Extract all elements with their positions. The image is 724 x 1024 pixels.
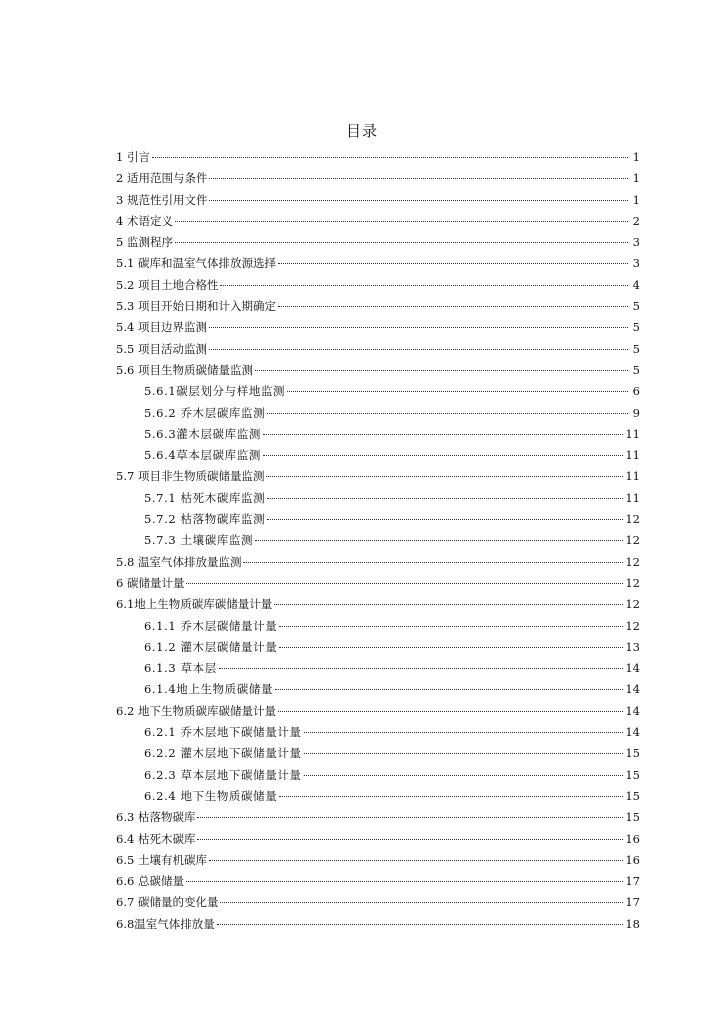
toc-leader-dots <box>287 391 628 392</box>
toc-entry[interactable] <box>116 426 640 447</box>
toc-entry-title: 5.5 项目活动监测 <box>116 341 207 356</box>
toc-page-number: 12 <box>625 575 640 590</box>
toc-entry-title: 5.6.3灌木层碳库监测 <box>144 426 261 441</box>
toc-leader-dots <box>175 242 628 243</box>
toc-page-number: 9 <box>632 405 640 420</box>
toc-page-number: 13 <box>625 639 640 654</box>
toc-page-number: 11 <box>625 448 640 463</box>
toc-entry[interactable] <box>116 788 640 809</box>
toc-leader-dots <box>209 200 628 201</box>
toc-entry[interactable] <box>116 596 640 617</box>
toc-leader-dots <box>220 902 623 903</box>
toc-leader-dots <box>267 413 628 414</box>
toc-page-number: 17 <box>625 874 640 889</box>
toc-entry[interactable] <box>116 255 640 276</box>
toc-entry-title: 6.2.1 乔木层地下碳储量计量 <box>144 725 302 740</box>
toc-page-number: 11 <box>625 469 640 484</box>
toc-entry[interactable] <box>116 319 640 340</box>
toc-leader-dots <box>217 924 624 925</box>
toc-entry-title: 6.4 枯死木碳库 <box>116 831 196 846</box>
toc-leader-dots <box>274 604 623 605</box>
toc-page-number: 12 <box>625 533 640 548</box>
toc-page-number: 2 <box>632 213 640 228</box>
toc-leader-dots <box>304 775 624 776</box>
toc-page-number: 1 <box>632 150 640 164</box>
toc-entry-title: 3 规范性引用文件 <box>116 192 208 207</box>
toc-entry[interactable] <box>116 554 640 575</box>
toc-leader-dots <box>279 626 623 627</box>
toc-entry[interactable] <box>116 170 640 191</box>
toc-entry-title: 5 监测程序 <box>116 235 173 250</box>
toc-leader-dots <box>209 860 623 861</box>
toc-page-number: 4 <box>632 277 640 292</box>
toc-page-number: 17 <box>625 895 640 910</box>
toc-leader-dots <box>197 839 623 840</box>
toc-leader-dots <box>263 455 623 456</box>
toc-entry-title: 6.1.2 灌木层碳储量计量 <box>144 639 278 654</box>
toc-page-number: 5 <box>632 320 640 335</box>
toc-page-number: 1 <box>632 192 640 207</box>
toc-leader-dots <box>304 732 624 733</box>
toc-page-number: 14 <box>625 703 640 718</box>
toc-leader-dots <box>209 327 628 328</box>
toc-leader-dots <box>263 434 623 435</box>
page-title: 目录 <box>345 122 378 140</box>
toc-leader-dots <box>186 583 623 584</box>
toc-entry[interactable] <box>116 277 640 298</box>
toc-entry[interactable] <box>116 405 640 426</box>
toc-entry[interactable] <box>116 831 640 852</box>
toc-entry[interactable] <box>116 894 640 915</box>
toc-page-number: 15 <box>625 767 640 782</box>
toc-entry[interactable] <box>116 639 640 660</box>
toc-leader-dots <box>255 540 623 541</box>
toc-page-number: 1 <box>632 171 640 186</box>
toc-entry-title: 6.2.3 草本层地下碳储量计量 <box>144 767 302 782</box>
toc-entry-title: 6.2.2 灌木层地下碳储量计量 <box>144 746 302 761</box>
toc-entry-title: 6.5 土壤有机碳库 <box>116 852 207 867</box>
toc-entry-title: 6.2.4 地下生物质碳储量 <box>144 788 278 803</box>
toc-entry-title: 6.1.3 草本层 <box>144 661 217 676</box>
toc-entry[interactable] <box>116 362 640 383</box>
toc-entry[interactable] <box>116 192 640 213</box>
toc-page-number: 3 <box>632 235 640 250</box>
toc-entry[interactable] <box>116 745 640 766</box>
toc-leader-dots <box>266 476 623 477</box>
toc-entry[interactable] <box>116 575 640 596</box>
toc-leader-dots <box>267 519 623 520</box>
toc-leader-dots <box>209 178 628 179</box>
toc-page-number: 18 <box>625 916 640 931</box>
toc-leader-dots <box>278 306 628 307</box>
toc-page-number: 5 <box>632 299 640 314</box>
toc-page-number: 11 <box>625 490 640 505</box>
toc-leader-dots <box>275 689 623 690</box>
toc-entry[interactable] <box>116 852 640 873</box>
toc-page-number: 14 <box>625 682 640 697</box>
toc-leader-dots <box>220 285 628 286</box>
toc-entry-title: 5.7.1 枯死木碳库监测 <box>144 490 266 505</box>
toc-page-number: 15 <box>625 746 640 761</box>
toc-entry[interactable] <box>116 916 640 937</box>
toc-leader-dots <box>209 349 628 350</box>
toc-entry-title: 5.8 温室气体排放量监测 <box>116 554 242 569</box>
toc-entry[interactable] <box>116 532 640 553</box>
toc-entry[interactable] <box>116 767 640 788</box>
toc-entry[interactable] <box>116 149 640 170</box>
toc-entry[interactable] <box>116 234 640 255</box>
toc-entry-title: 5.6.1碳层划分与样地监测 <box>144 384 286 399</box>
toc-entry-title: 5.6 项目生物质碳储量监测 <box>116 362 253 377</box>
toc-page-number: 3 <box>632 256 640 271</box>
toc-leader-dots <box>279 796 623 797</box>
toc-page-number: 12 <box>625 554 640 569</box>
toc-entry[interactable] <box>116 298 640 319</box>
toc-entry-title: 5.6.2 乔木层碳库监测 <box>144 405 266 420</box>
toc-leader-dots <box>278 263 628 264</box>
toc-entry-title: 5.7.2 枯落物碳库监测 <box>144 512 266 527</box>
toc-entry-title: 6.6 总碳储量 <box>116 874 184 889</box>
toc-entry-title: 2 适用范围与条件 <box>116 171 208 186</box>
toc-leader-dots <box>175 221 628 222</box>
toc-entry[interactable] <box>116 213 640 234</box>
toc-entry[interactable] <box>116 703 640 724</box>
toc-page-number: 12 <box>625 512 640 527</box>
toc-entry-title: 5.2 项目土地合格性 <box>116 277 219 292</box>
toc-entry-title: 5.1 碳库和温室气体排放源选择 <box>116 256 276 271</box>
toc-entry[interactable] <box>116 681 640 702</box>
toc-entry[interactable] <box>116 447 640 468</box>
toc-entry-title: 6.2 地下生物质碳库碳储量计量 <box>116 703 276 718</box>
toc-leader-dots <box>255 370 628 371</box>
table-of-contents <box>116 149 640 937</box>
toc-leader-dots <box>278 711 623 712</box>
toc-entry[interactable] <box>116 809 640 830</box>
toc-page-number: 15 <box>625 788 640 803</box>
toc-entry[interactable] <box>116 468 640 489</box>
toc-entry-title: 6.1地上生物质碳库碳储量计量 <box>116 597 273 612</box>
toc-entry-title: 6 碳储量计量 <box>116 575 185 590</box>
toc-page-number: 16 <box>625 831 640 846</box>
toc-leader-dots <box>152 157 628 158</box>
toc-entry[interactable] <box>116 618 640 639</box>
toc-leader-dots <box>197 817 623 818</box>
toc-entry-title: 5.4 项目边界监测 <box>116 320 207 335</box>
toc-entry-title: 4 术语定义 <box>116 213 173 228</box>
toc-entry-title: 6.1.1 乔木层碳储量计量 <box>144 618 278 633</box>
toc-page-number: 14 <box>625 725 640 740</box>
toc-page-number: 12 <box>625 597 640 612</box>
toc-leader-dots <box>243 562 623 563</box>
toc-entry[interactable] <box>116 660 640 681</box>
toc-entry[interactable] <box>116 511 640 532</box>
toc-page-number: 6 <box>632 384 640 399</box>
toc-entry-title: 6.8温室气体排放量 <box>116 916 215 931</box>
toc-entry-title: 5.7 项目非生物质碳储量监测 <box>116 469 265 484</box>
toc-entry[interactable] <box>116 383 640 404</box>
toc-entry-title: 6.7 碳储量的变化量 <box>116 895 219 910</box>
toc-entry-title: 6.1.4地上生物质碳储量 <box>144 682 274 697</box>
toc-page-number: 5 <box>632 341 640 356</box>
toc-entry-title: 6.3 枯落物碳库 <box>116 810 196 825</box>
toc-leader-dots <box>267 498 623 499</box>
toc-leader-dots <box>279 647 623 648</box>
toc-entry[interactable] <box>116 724 640 745</box>
toc-page-number: 14 <box>625 661 640 676</box>
toc-entry[interactable] <box>116 873 640 894</box>
toc-page-number: 11 <box>625 426 640 441</box>
toc-entry[interactable] <box>116 490 640 511</box>
toc-entry-title: 5.7.3 土壤碳库监测 <box>144 533 254 548</box>
toc-entry-title: 1 引言 <box>116 150 150 164</box>
toc-entry-title: 5.6.4草本层碳库监测 <box>144 448 261 463</box>
toc-page-number: 16 <box>625 852 640 867</box>
toc-page-number: 12 <box>625 618 640 633</box>
toc-entry[interactable] <box>116 341 640 362</box>
toc-page-number: 5 <box>632 362 640 377</box>
toc-page-number: 15 <box>625 810 640 825</box>
toc-entry-title: 5.3 项目开始日期和计入期确定 <box>116 299 276 314</box>
toc-leader-dots <box>186 881 623 882</box>
toc-leader-dots <box>219 668 624 669</box>
toc-leader-dots <box>304 753 624 754</box>
